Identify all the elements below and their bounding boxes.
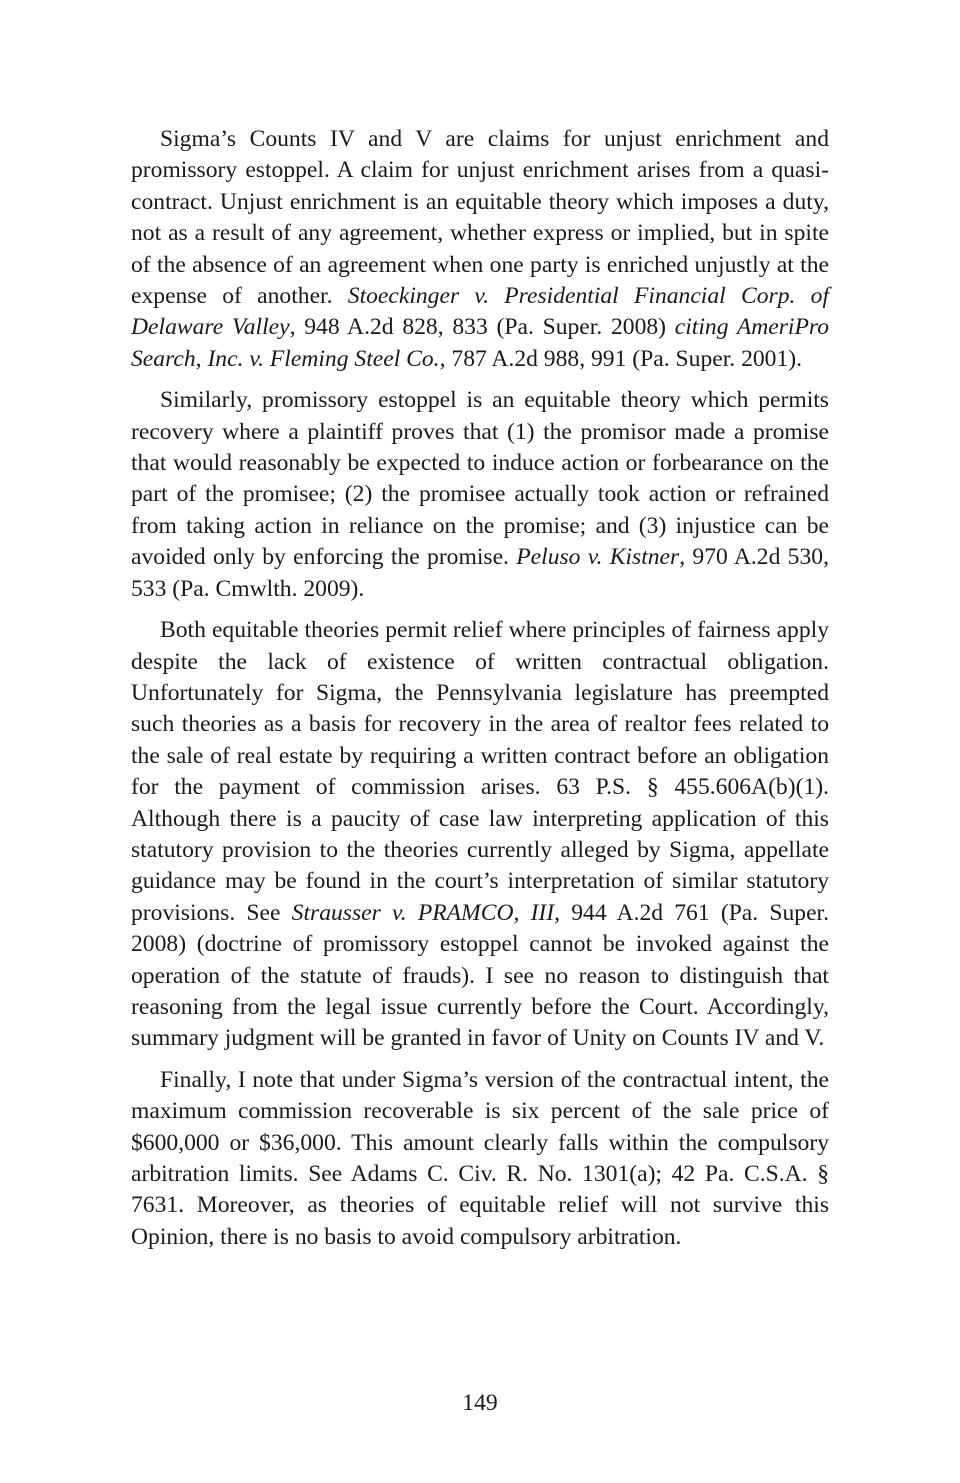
paragraph-unjust-enrichment (131, 124, 829, 375)
paragraph-equitable-theories (131, 615, 829, 1055)
text-run: , 948 A.2d 828, 833 (Pa. Super. 2008) (289, 314, 675, 341)
body-text (131, 124, 829, 1263)
paragraph-compulsory-arbitration (131, 1065, 829, 1253)
text-run: Finally, I note that under Sigma’s version of the contractual intent, the maximum commission recoverable is six percent of the sale price of $600,000 or $36,000. This amount clearly falls within the compulsory arbitration limits. See Adams C. Civ. R. No. 1301(a); 42 Pa. C.S.A. § 7631. Moreover, as theories of equitable relief will not survive this Opinion, there is no basis to avoid compulsory arbitration. (131, 1066, 829, 1250)
text-run: Similarly, promissory estoppel is an equitable theory which permits recovery where a plaintiff proves that (1) the promisor made a promise that would reasonably be expected to induce action or forbearance on the part of the promisee; (2) the promisee actually took action or refrained from taking action in reliance on the promise; and (3) injustice can be avoided only by enforcing the promise. (131, 387, 829, 571)
paragraph-promissory-estoppel (131, 385, 829, 605)
text-run: , 787 A.2d 988, 991 (Pa. Super. 2001). (439, 345, 803, 372)
text-run: , 944 A.2d 761 (Pa. Super. 2008) (doctrine of promissory estoppel cannot be invoked against the operation of the statute of frauds). I see no reason to distinguish that reasoning from the legal issue currently before the Court. Accordingly, summary judgment will be granted in favor of Unity on Counts IV and V. (131, 899, 830, 1052)
text-run: Both equitable theories permit relief where principles of fairness apply despite the lack of existence of written contractual obligation. Unfortunately for Sigma, the Pennsylvania legislature has preempted such theories as a basis for recovery in the area of realtor fees related to the sale of real estate by requiring a written contract before an obligation for the payment of commission arises. 63 P.S. § 455.606A(b)(1). Although there is a paucity of case law interpreting application of this statutory provision to the theories currently alleged by Sigma, appellate guidance may be found in the court’s interpretation of similar statutory provisions. See (131, 617, 829, 926)
page-number: 149 (462, 1390, 498, 1416)
text-run: Sigma’s Counts IV and V are claims for unjust enrichment and promissory estoppel. A claim for unjust enrichment arises from a quasi-contract. Unjust enrichment is an equitable theory which imposes a duty, not as a result of any agreement, whether express or implied, but in spite of the absence of an agreement when one party is enriched unjustly at the expense of another. (131, 126, 829, 310)
case-citation: Strausser v. PRAMCO, III (291, 899, 555, 926)
case-citation: Stoeckinger v. Presidential Financial Corp. of Delaware Valley (131, 283, 829, 341)
text-run: , 970 A.2d 530, 533 (Pa. Cmwlth. 2009). (131, 544, 829, 602)
case-citation: Peluso v. Kistner (516, 544, 680, 571)
case-citation: citing AmeriPro Search, Inc. v. Fleming Steel Co. (131, 314, 829, 372)
